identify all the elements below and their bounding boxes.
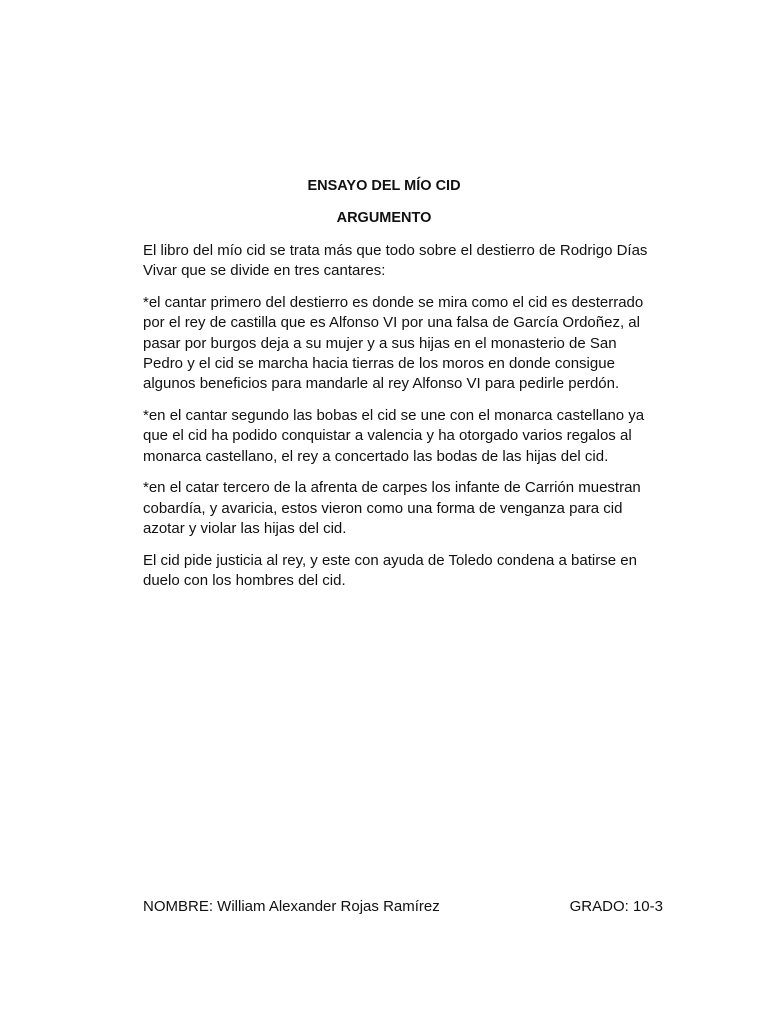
paragraph-cantar-tercero: *en el catar tercero de la afrenta de carpes los infante de Carrión muestran cobardía, y avaricia, estos vieron como una forma de venganza para cid azotar y violar las hijas del cid.	[143, 479, 641, 538]
section-heading: ARGUMENTO	[336, 210, 432, 226]
document-title: ENSAYO DEL MÍO CID	[307, 178, 461, 194]
student-name: NOMBRE: William Alexander Rojas Ramírez	[143, 898, 440, 915]
student-grade: GRADO: 10-3	[569, 898, 663, 915]
paragraph-conclusion: El cid pide justicia al rey, y este con ayuda de Toledo condena a batirse en duelo con los hombres del cid.	[143, 551, 637, 590]
paragraph-cantar-segundo: *en el cantar segundo las bobas el cid se une con el monarca castellano ya que el cid ha podido conquistar a valencia y ha otorgado varios regalos al monarca castellano, el rey a concertado las bodas de las hijas del cid.	[143, 407, 645, 465]
paragraph-intro: El libro del mío cid se trata más que todo sobre el destierro de Rodrigo Días Vivar que se divide en tres cantares:	[143, 242, 648, 280]
essay-body	[143, 241, 653, 603]
paragraph-cantar-primero: *el cantar primero del destierro es donde se mira como el cid es desterrado por el rey de castilla que es Alfonso VI por una falsa de García Ordoñez, al pasar por burgos deja a su mujer y a sus hijas en el monasterio de San Pedro y el cid se marcha hacia tierras de los moros en donde consigue algunos beneficios para mandarle al rey Alfonso VI para pedirle perdón.	[143, 294, 644, 393]
